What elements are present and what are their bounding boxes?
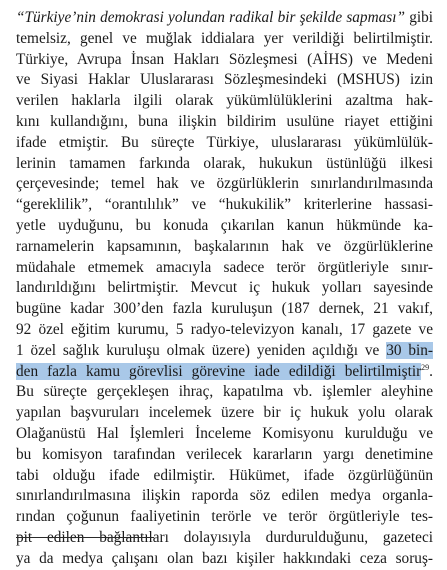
text-line [16, 362, 433, 383]
text-run: gibi [404, 9, 433, 26]
text-run: bu komisyon tarafından verilecek kararların yargı denetimine [16, 445, 433, 463]
italic-quote: “Türkiye’nin demokrasi yolundan radikal bir şekilde sapması” [16, 9, 405, 26]
text-line [16, 195, 433, 216]
text-run: yetle uyduğunu, bu konuda çıkarılan kanun hükmünde ka- [16, 216, 433, 234]
text-line [16, 112, 433, 133]
text-run: tabi olduğu ifade edilmiştir. Hükümet, ifade özgürlüğünün [16, 466, 433, 484]
footnote-reference: 29 [421, 362, 430, 372]
text-line [16, 174, 433, 195]
text-line [16, 341, 433, 362]
text-run: sınırlandırılmasına ilişkin raporda söz edilen medya organla- [16, 487, 433, 505]
text-run: çerçevesinde; temel hak ve özgürlüklerin sınırlandırılmasında [16, 175, 433, 193]
text-run: pit edilen bağlantıları dolayısıyla durdurulduğunu, gazeteci [16, 528, 433, 546]
text-line [16, 549, 433, 570]
text-line [16, 507, 433, 528]
text-line [16, 154, 433, 175]
text-run: “gereklilik”, “orantılılık” ve “hukukilik” kriterlerine hassasi- [16, 196, 433, 214]
text-run: ifade etmiştir. Bu süreçte Türkiye, uluslararası yükümlülük- [16, 133, 433, 151]
text-line [16, 216, 433, 237]
text-line [16, 29, 433, 50]
highlighted-text[interactable]: 30 bin- [386, 341, 433, 359]
text-run: yapılan başvuruları incelemek üzere bir iç hukuk yolu olarak [16, 404, 433, 422]
text-line [16, 424, 433, 445]
text-line [16, 528, 433, 549]
text-line [16, 133, 433, 154]
text-run: ya da medya çalışanı olan bazı kişiler hakkındaki ceza soruş- [16, 549, 433, 567]
text-line [16, 258, 433, 279]
text-run: temelsiz, genel ve muğlak iddialara yer verildiği belirtilmiştir. [16, 29, 433, 47]
text-run: ve Siyasi Haklar Uluslararası Sözleşmesindeki (MSHUS) izin [16, 71, 433, 89]
text-run: müdahale etmemek amacıyla sadece terör örgütleriyle sınır- [16, 258, 433, 276]
text-run: Bu süreçte gerçekleşen ihraç, kapatılma vb. işlemler aleyhine [16, 383, 433, 401]
text-run: rından çoğunun faaliyetinin terörle ve terör örgütleriyle tes- [16, 508, 433, 526]
text-line [16, 50, 433, 71]
text-line [16, 403, 433, 424]
text-run: landırıldığını belirtmiştir. Mevcut iç hukuk yolları sayesinde [16, 279, 433, 297]
text-run: bugüne kadar 300’den fazla kuruluşun (187 dernek, 21 vakıf, [16, 300, 433, 318]
highlighted-text[interactable]: den fazla kamu görevlisi görevine iade edildiği belirtilmiştir [16, 362, 422, 380]
text-line [16, 299, 433, 320]
text-line [16, 278, 433, 299]
text-run: 1 özel sağlık kuruluşu olmak üzere) yeniden açıldığı ve [16, 341, 387, 359]
text-line [16, 8, 433, 29]
body-paragraph[interactable] [16, 8, 433, 570]
text-line [16, 382, 433, 403]
footnote-separator [16, 537, 154, 538]
text-line [16, 445, 433, 466]
text-run: Olağanüstü Hal İşlemleri İnceleme Komisyonu kurulduğu ve [16, 424, 433, 442]
text-run: 92 özel eğitim kurumu, 5 radyo-televizyon kanalı, 17 gazete ve [16, 320, 433, 338]
text-line [16, 91, 433, 112]
text-run: verilen haklarla ilgili olarak yükümlülüklerini azaltma hak- [16, 92, 433, 110]
text-line [16, 237, 433, 258]
text-line [16, 486, 433, 507]
text-line [16, 320, 433, 341]
text-run: Türkiye, Avrupa İnsan Hakları Sözleşmesi (AİHS) ve Medeni [16, 50, 433, 68]
text-run: kını kullandığını, buna ilişkin bildirim usulüne riayet ettiğini [16, 112, 433, 130]
text-run: rarnamelerin kapsamının, başkalarının hak ve özgürlüklerine [16, 237, 433, 255]
text-line [16, 466, 433, 487]
text-run: lerinin tamamen farkında olarak, hukukun üstünlüğü ilkesi [16, 154, 433, 172]
text-run: . [429, 362, 433, 380]
text-line [16, 70, 433, 91]
